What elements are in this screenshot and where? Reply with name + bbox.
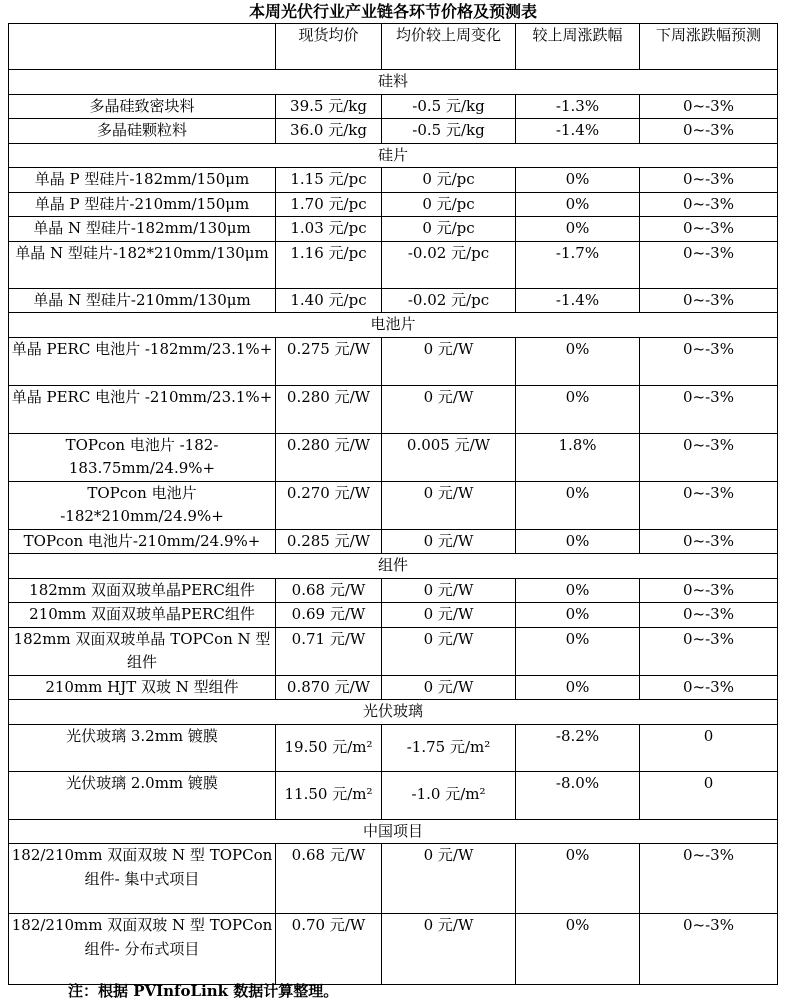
table-row xyxy=(9,603,778,628)
price-change-cell: 0 元/W xyxy=(382,675,516,700)
header-price-change: 均价较上周变化 xyxy=(382,24,516,70)
change-pct-cell: 0% xyxy=(516,192,640,217)
item-name-cell: 210mm 双面双玻单晶PERC组件 xyxy=(9,603,276,628)
header-item xyxy=(9,24,276,70)
item-name-cell: 单晶 P 型硅片-182mm/150μm xyxy=(9,168,276,193)
spot-price-cell: 0.68 元/W xyxy=(276,844,382,914)
table-row xyxy=(9,529,778,554)
change-pct-cell: 0% xyxy=(516,217,640,242)
table-row xyxy=(9,192,778,217)
section-row xyxy=(9,700,778,725)
change-pct-cell: -8.2% xyxy=(516,724,640,771)
change-pct-cell: -1.7% xyxy=(516,241,640,288)
table-row xyxy=(9,627,778,675)
price-change-cell: 0 元/W xyxy=(382,385,516,433)
section-title: 中国项目 xyxy=(9,819,778,844)
item-name-cell: 182/210mm 双面双玻 N 型 TOPCon 组件- 分布式项目 xyxy=(9,914,276,985)
section-title: 硅片 xyxy=(9,143,778,168)
forecast-cell: 0~-3% xyxy=(640,844,778,914)
section-row xyxy=(9,313,778,338)
item-name-cell: 单晶 PERC 电池片 -182mm/23.1%+ xyxy=(9,337,276,385)
item-name-cell: 多晶硅颗粒料 xyxy=(9,119,276,144)
change-pct-cell: 1.8% xyxy=(516,433,640,481)
spot-price-cell: 0.69 元/W xyxy=(276,603,382,628)
section-title: 硅料 xyxy=(9,70,778,95)
item-name-cell: 光伏玻璃 3.2mm 镀膜 xyxy=(9,724,276,771)
table-row xyxy=(9,771,778,819)
spot-price-cell: 1.16 元/pc xyxy=(276,241,382,288)
forecast-cell: 0~-3% xyxy=(640,914,778,985)
table-row xyxy=(9,241,778,288)
spot-price-cell: 0.285 元/W xyxy=(276,529,382,554)
table-row xyxy=(9,385,778,433)
table-row xyxy=(9,724,778,771)
item-name-cell: 单晶 N 型硅片-210mm/130μm xyxy=(9,288,276,313)
change-pct-cell: 0% xyxy=(516,603,640,628)
item-name-cell: 182/210mm 双面双玻 N 型 TOPCon 组件- 集中式项目 xyxy=(9,844,276,914)
change-pct-cell: -1.3% xyxy=(516,94,640,119)
forecast-cell: 0 xyxy=(640,771,778,819)
spot-price-cell: 0.280 元/W xyxy=(276,433,382,481)
table-row xyxy=(9,578,778,603)
header-spot-price: 现货均价 xyxy=(276,24,382,70)
price-change-cell: 0 元/W xyxy=(382,578,516,603)
table-row xyxy=(9,168,778,193)
table-row xyxy=(9,288,778,313)
section-row xyxy=(9,143,778,168)
forecast-cell: 0~-3% xyxy=(640,675,778,700)
price-change-cell: 0 元/W xyxy=(382,627,516,675)
forecast-cell: 0~-3% xyxy=(640,385,778,433)
table-row xyxy=(9,337,778,385)
spot-price-cell: 39.5 元/kg xyxy=(276,94,382,119)
change-pct-cell: 0% xyxy=(516,844,640,914)
section-row xyxy=(9,554,778,579)
forecast-cell: 0~-3% xyxy=(640,192,778,217)
price-change-cell: 0 元/W xyxy=(382,481,516,529)
price-change-cell: 0 元/pc xyxy=(382,168,516,193)
change-pct-cell: 0% xyxy=(516,578,640,603)
change-pct-cell: 0% xyxy=(516,914,640,985)
table-row xyxy=(9,433,778,481)
spot-price-cell: 0.71 元/W xyxy=(276,627,382,675)
item-name-cell: 多晶硅致密块料 xyxy=(9,94,276,119)
spot-price-cell: 0.870 元/W xyxy=(276,675,382,700)
table-row xyxy=(9,675,778,700)
forecast-cell: 0~-3% xyxy=(640,94,778,119)
forecast-cell: 0~-3% xyxy=(640,337,778,385)
price-change-cell: -1.0 元/m² xyxy=(382,771,516,819)
forecast-cell: 0~-3% xyxy=(640,603,778,628)
item-name-cell: 单晶 P 型硅片-210mm/150μm xyxy=(9,192,276,217)
change-pct-cell: 0% xyxy=(516,675,640,700)
item-name-cell: 210mm HJT 双玻 N 型组件 xyxy=(9,675,276,700)
change-pct-cell: 0% xyxy=(516,168,640,193)
spot-price-cell: 0.280 元/W xyxy=(276,385,382,433)
forecast-cell: 0~-3% xyxy=(640,433,778,481)
forecast-cell: 0~-3% xyxy=(640,627,778,675)
item-name-cell: 单晶 N 型硅片-182*210mm/130μm xyxy=(9,241,276,288)
price-change-cell: 0 元/W xyxy=(382,337,516,385)
item-name-cell: 182mm 双面双玻单晶PERC组件 xyxy=(9,578,276,603)
price-change-cell: 0 元/W xyxy=(382,914,516,985)
price-change-cell: 0 元/W xyxy=(382,844,516,914)
spot-price-cell: 1.15 元/pc xyxy=(276,168,382,193)
table-row xyxy=(9,914,778,985)
change-pct-cell: -1.4% xyxy=(516,119,640,144)
item-name-cell: TOPcon 电池片 -182*210mm/24.9%+ xyxy=(9,481,276,529)
section-row xyxy=(9,819,778,844)
forecast-cell: 0~-3% xyxy=(640,578,778,603)
spot-price-cell: 1.70 元/pc xyxy=(276,192,382,217)
spot-price-cell: 0.275 元/W xyxy=(276,337,382,385)
price-change-cell: -0.5 元/kg xyxy=(382,94,516,119)
price-change-cell: 0 元/pc xyxy=(382,217,516,242)
table-row xyxy=(9,94,778,119)
spot-price-cell: 0.68 元/W xyxy=(276,578,382,603)
header-forecast: 下周涨跌幅预测 xyxy=(640,24,778,70)
spot-price-cell: 0.270 元/W xyxy=(276,481,382,529)
forecast-cell: 0 xyxy=(640,724,778,771)
spot-price-cell: 1.03 元/pc xyxy=(276,217,382,242)
spot-price-cell: 19.50 元/m² xyxy=(276,724,382,771)
forecast-cell: 0~-3% xyxy=(640,288,778,313)
header-row xyxy=(9,24,778,70)
price-change-cell: -0.02 元/pc xyxy=(382,241,516,288)
table-row xyxy=(9,844,778,914)
forecast-cell: 0~-3% xyxy=(640,217,778,242)
price-change-cell: -0.02 元/pc xyxy=(382,288,516,313)
table-row xyxy=(9,119,778,144)
forecast-cell: 0~-3% xyxy=(640,529,778,554)
forecast-cell: 0~-3% xyxy=(640,481,778,529)
section-title: 电池片 xyxy=(9,313,778,338)
table-row xyxy=(9,481,778,529)
spot-price-cell: 36.0 元/kg xyxy=(276,119,382,144)
price-table xyxy=(8,23,778,985)
item-name-cell: 182mm 双面双玻单晶 TOPCon N 型组件 xyxy=(9,627,276,675)
header-change-pct: 较上周涨跌幅 xyxy=(516,24,640,70)
item-name-cell: TOPcon 电池片 -182-183.75mm/24.9%+ xyxy=(9,433,276,481)
change-pct-cell: 0% xyxy=(516,627,640,675)
spot-price-cell: 1.40 元/pc xyxy=(276,288,382,313)
table-title: 本周光伏行业产业链各环节价格及预测表 xyxy=(248,2,537,21)
price-change-cell: -1.75 元/m² xyxy=(382,724,516,771)
price-change-cell: 0 元/W xyxy=(382,529,516,554)
change-pct-cell: 0% xyxy=(516,385,640,433)
section-row xyxy=(9,70,778,95)
spot-price-cell: 0.70 元/W xyxy=(276,914,382,985)
change-pct-cell: 0% xyxy=(516,529,640,554)
price-change-cell: 0 元/W xyxy=(382,603,516,628)
item-name-cell: 单晶 N 型硅片-182mm/130μm xyxy=(9,217,276,242)
change-pct-cell: 0% xyxy=(516,481,640,529)
price-change-cell: 0.005 元/W xyxy=(382,433,516,481)
forecast-cell: 0~-3% xyxy=(640,241,778,288)
price-change-cell: -0.5 元/kg xyxy=(382,119,516,144)
price-change-cell: 0 元/pc xyxy=(382,192,516,217)
spot-price-cell: 11.50 元/m² xyxy=(276,771,382,819)
forecast-cell: 0~-3% xyxy=(640,168,778,193)
change-pct-cell: 0% xyxy=(516,337,640,385)
item-name-cell: 光伏玻璃 2.0mm 镀膜 xyxy=(9,771,276,819)
forecast-cell: 0~-3% xyxy=(640,119,778,144)
change-pct-cell: -8.0% xyxy=(516,771,640,819)
source-note: 注：根据 PVInfoLink 数据计算整理。 xyxy=(68,982,339,1000)
section-title: 光伏玻璃 xyxy=(9,700,778,725)
section-title: 组件 xyxy=(9,554,778,579)
item-name-cell: TOPcon 电池片-210mm/24.9%+ xyxy=(9,529,276,554)
item-name-cell: 单晶 PERC 电池片 -210mm/23.1%+ xyxy=(9,385,276,433)
table-row xyxy=(9,217,778,242)
change-pct-cell: -1.4% xyxy=(516,288,640,313)
